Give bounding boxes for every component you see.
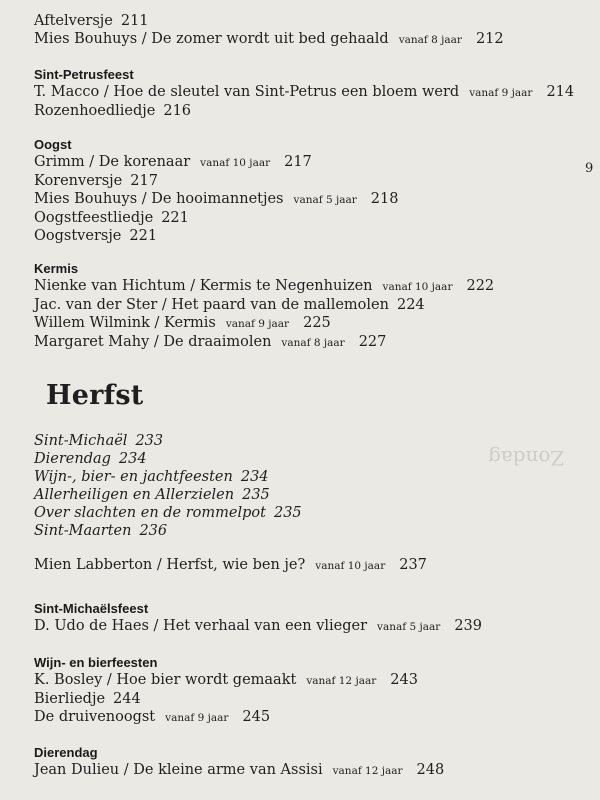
section-heading: Dierendag [34,745,98,760]
bleed-through-text: Zondag [488,446,565,470]
toc-entry: Bierliedje 244 [34,691,141,707]
toc-entry: Willem Wilmink / Kermis vanaf 9 jaar 225 [34,315,331,331]
toc-entry: Korenversje 217 [34,173,158,189]
toc-entry: Jean Dulieu / De kleine arme van Assisi vanaf 12 jaar 248 [34,762,445,778]
toc-entry: Oogstversje 221 [34,228,158,244]
toc-section [34,654,574,727]
overview-entry: Sint-Maarten 236 [34,523,168,539]
toc-section [34,744,574,780]
overview-entry: Sint-Michaël 233 [34,433,164,449]
toc-section [34,260,574,352]
toc-entry: Jac. van der Ster / Het paard van de mallemolen 224 [34,297,425,313]
page-number: 9 [585,161,594,176]
toc-entry: Nienke van Hichtum / Kermis te Negenhuizen vanaf 10 jaar 222 [34,278,495,294]
toc-entry: Mies Bouhuys / De hooimannetjes vanaf 5 jaar 218 [34,191,399,207]
overview-entry: Dierendag 234 [34,451,147,467]
toc-entry: Mien Labberton / Herfst, wie ben je? vanaf 10 jaar 237 [34,557,427,573]
section-heading: Sint-Petrusfeest [34,67,134,82]
overview-entry: Wijn-, bier- en jachtfeesten 234 [34,469,269,485]
toc-section [34,12,574,49]
section-heading: Oogst [34,137,72,152]
chapter-overview [34,432,574,540]
toc-entry: Aftelversje 211 [34,13,149,29]
chapter-title: Herfst [46,380,144,411]
toc-section [34,136,574,245]
toc-entry: Oogstfeestliedje 221 [34,210,189,226]
toc-entry: Mies Bouhuys / De zomer wordt uit bed gehaald vanaf 8 jaar 212 [34,31,504,47]
toc-entry: Rozenhoedliedje 216 [34,103,192,119]
toc-entry: De druivenoogst vanaf 9 jaar 245 [34,709,271,725]
overview-entry: Over slachten en de rommelpot 235 [34,505,302,521]
toc-section [34,556,574,575]
toc-entry: D. Udo de Haes / Het verhaal van een vlieger vanaf 5 jaar 239 [34,618,482,634]
toc-entry: T. Macco / Hoe de sleutel van Sint-Petrus een bloem werd vanaf 9 jaar 214 [34,84,575,100]
toc-entry: Margaret Mahy / De draaimolen vanaf 8 jaar 227 [34,334,387,350]
toc-section [34,66,574,120]
section-heading: Wijn- en bierfeesten [34,655,158,670]
section-heading: Kermis [34,261,79,276]
section-heading: Sint-Michaëlsfeest [34,601,149,616]
toc-section [34,600,574,636]
overview-entry: Allerheiligen en Allerzielen 235 [34,487,270,503]
toc-entry: Grimm / De korenaar vanaf 10 jaar 217 [34,154,312,170]
toc-entry: K. Bosley / Hoe bier wordt gemaakt vanaf 12 jaar 243 [34,672,418,688]
